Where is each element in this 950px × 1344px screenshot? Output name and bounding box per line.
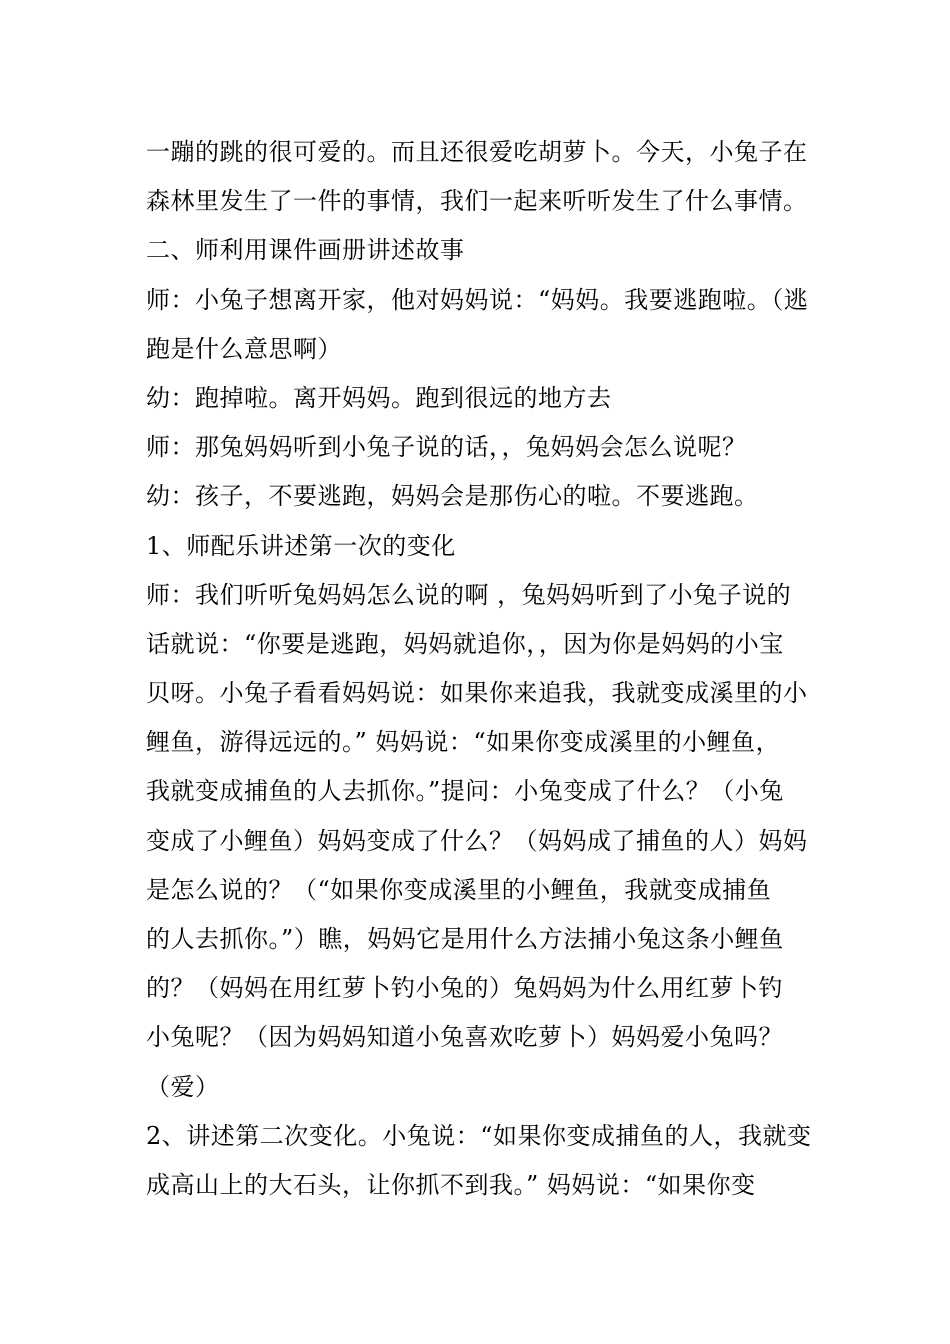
text-line-22: 成高山上的大石头，让你抓不到我。” 妈妈说：“如果你变	[146, 1170, 756, 1199]
text-line-21: 2、讲述第二次变化。小兔说：“如果你变成捕鱼的人，我就变	[146, 1121, 812, 1150]
text-line-19: 小兔呢？（因为妈妈知道小兔喜欢吃萝卜）妈妈爱小兔吗？	[146, 1023, 783, 1052]
text-line-14: 我就变成捕鱼的人去抓你。”提问：小兔变成了什么？（小兔	[146, 777, 784, 806]
text-line-7: 师：那兔妈妈听到小兔子说的话，，兔妈妈会怎么说呢？	[146, 433, 747, 462]
text-line-8: 幼：孩子，不要逃跑，妈妈会是那伤心的啦。不要逃跑。	[146, 482, 759, 511]
text-line-12: 贝呀。小兔子看看妈妈说：如果你来追我，我就变成溪里的小	[146, 679, 808, 708]
text-line-13: 鲤鱼，游得远远的。” 妈妈说：“如果你变成溪里的小鲤鱼，	[146, 728, 781, 757]
document-body	[146, 128, 826, 1210]
text-line-2: 森林里发生了一件的事情，我们一起来听听发生了什么事情。	[146, 187, 808, 216]
text-line-17: 的人去抓你。”）瞧，妈妈它是用什么方法捕小兔这条小鲤鱼	[146, 925, 784, 953]
text-line-4: 师：小兔子想离开家，他对妈妈说：“妈妈。我要逃跑啦。（逃	[146, 285, 809, 314]
text-line-1: 一蹦的跳的很可爱的。而且还很爱吃胡萝卜。今天，小兔子在	[146, 138, 808, 166]
text-line-20: （爱）	[146, 1072, 220, 1101]
text-line-11: 话就说：“你要是逃跑，妈妈就追你，，因为你是妈妈的小宝	[146, 629, 784, 658]
text-line-6: 幼：跑掉啦。离开妈妈。跑到很远的地方去	[146, 383, 612, 412]
text-line-5: 跑是什么意思啊）	[146, 334, 342, 363]
text-line-16: 是怎么说的？（“如果你变成溪里的小鲤鱼，我就变成捕鱼	[146, 875, 772, 904]
text-line-15: 变成了小鲤鱼）妈妈变成了什么？（妈妈成了捕鱼的人）妈妈	[146, 826, 808, 855]
text-line-18: 的？（妈妈在用红萝卜钓小兔的）兔妈妈为什么用红萝卜钓	[146, 974, 783, 1003]
section-heading-2: 二、师利用课件画册讲述故事	[146, 236, 465, 265]
text-line-10: 师：我们听听兔妈妈怎么说的啊 ，兔妈妈听到了小兔子说的	[146, 580, 792, 609]
subsection-heading-1: 1、师配乐讲述第一次的变化	[146, 531, 456, 560]
